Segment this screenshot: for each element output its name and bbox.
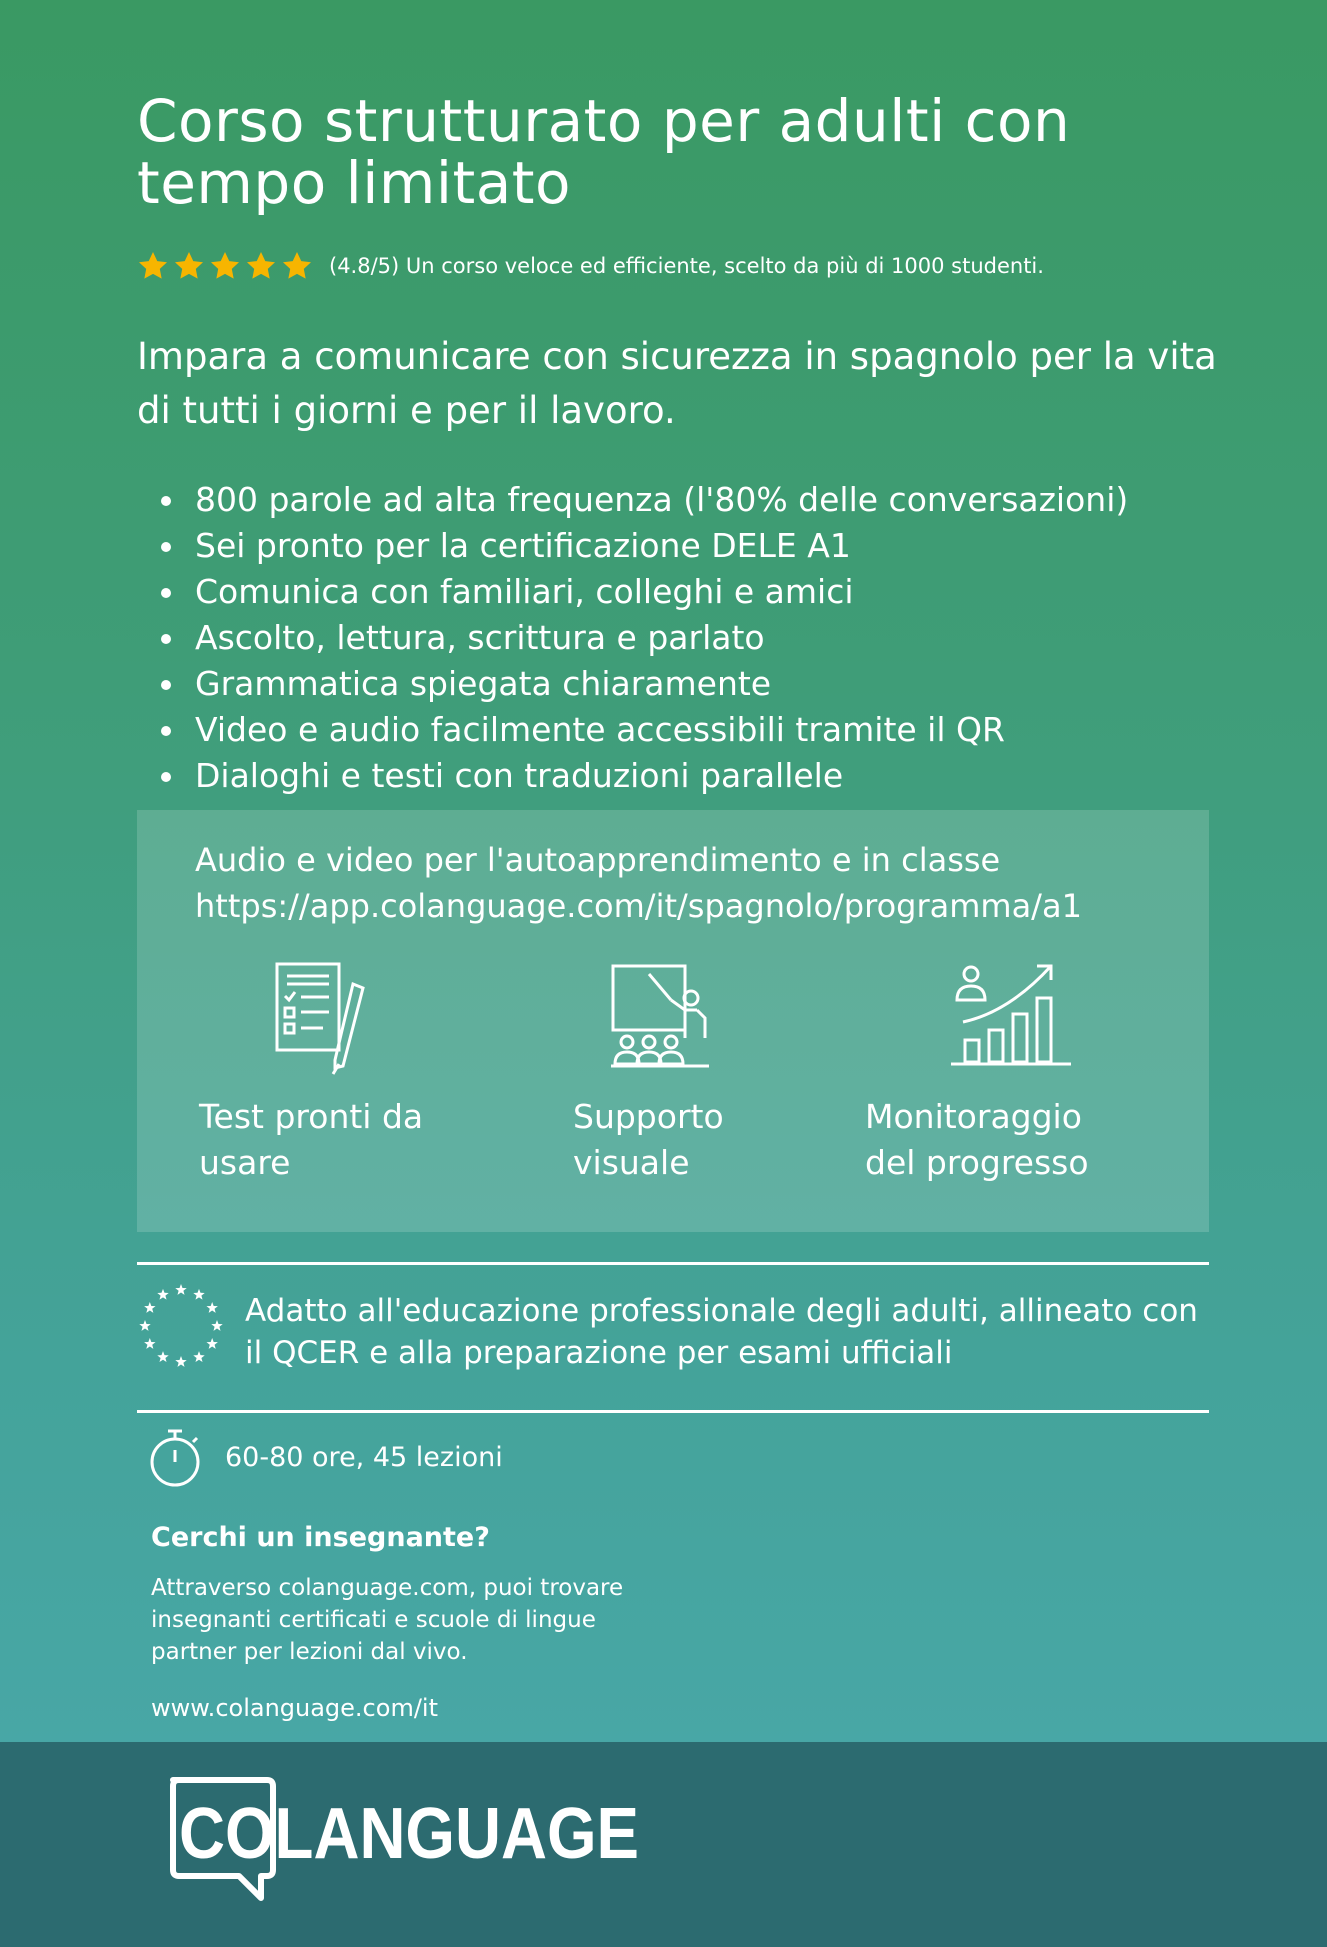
- lead-text: Impara a comunicare con sicurezza in spagnolo per la vita di tutti i giorni e per il lavoro.: [137, 335, 1217, 432]
- eu-star: [175, 1356, 186, 1367]
- list-item: 800 parole ad alta frequenza (l'80% delle conversazioni): [137, 477, 1128, 523]
- progress-chart-icon: [949, 960, 1073, 1068]
- eu-star: [206, 1338, 217, 1349]
- feature-label: Supporto visuale: [573, 1097, 724, 1182]
- eu-star: [144, 1302, 155, 1313]
- rating-stars: [137, 250, 313, 282]
- feature-progress: [949, 960, 1073, 1068]
- divider: [137, 1262, 1209, 1265]
- resources-box: [137, 810, 1209, 1232]
- eu-star: [157, 1351, 168, 1362]
- teacher-heading: Cerchi un insegnante?: [151, 1522, 490, 1553]
- eu-text: Adatto all'educazione professionale degli adulti, allineato con il QCER e alla preparazione per esami ufficiali: [245, 1293, 1198, 1371]
- star-icon: [281, 250, 313, 282]
- rating-text: (4.8/5) Un corso veloce ed efficiente, scelto da più di 1000 studenti.: [329, 254, 1044, 278]
- resources-heading: Audio e video per l'autoapprendimento e in classe: [195, 841, 1001, 879]
- website-link[interactable]: www.colanguage.com/it: [151, 1694, 438, 1722]
- star-icon: [137, 250, 169, 282]
- colanguage-logo: [165, 1772, 665, 1912]
- list-item: Grammatica spiegata chiaramente: [137, 661, 1128, 707]
- eu-star: [211, 1320, 222, 1331]
- stopwatch-icon: [147, 1426, 203, 1488]
- feature-label: Test pronti da usare: [199, 1097, 424, 1182]
- star-icon: [173, 250, 205, 282]
- star-icon: [209, 250, 241, 282]
- svg-text:COLANGUAGE: COLANGUAGE: [179, 1794, 639, 1874]
- list-item: Sei pronto per la certificazione DELE A1: [137, 523, 1128, 569]
- star-icon: [245, 250, 277, 282]
- eu-star: [157, 1289, 168, 1300]
- eu-star: [144, 1338, 155, 1349]
- eu-star: [175, 1284, 186, 1295]
- eu-star: [206, 1302, 217, 1313]
- list-item: Ascolto, lettura, scrittura e parlato: [137, 615, 1128, 661]
- rating-row: [137, 246, 1044, 286]
- list-item: Comunica con familiari, colleghi e amici: [137, 569, 1128, 615]
- feature-tests: [273, 960, 369, 1076]
- footer: [0, 1742, 1327, 1947]
- resources-link[interactable]: https://app.colanguage.com/it/spagnolo/programma/a1: [195, 887, 1082, 925]
- eu-stars-icon: [137, 1282, 229, 1374]
- list-item: Video e audio facilmente accessibili tramite il QR: [137, 707, 1128, 753]
- teacher-board-icon: [609, 960, 713, 1070]
- feature-label: Monitoraggio del progresso: [865, 1097, 1089, 1182]
- list-item: Dialoghi e testi con traduzioni parallele: [137, 753, 1128, 799]
- eu-star: [193, 1351, 204, 1362]
- eu-star: [193, 1289, 204, 1300]
- page-title: Corso strutturato per adulti con tempo limitato: [137, 87, 1071, 217]
- eu-star: [139, 1320, 150, 1331]
- feature-visual: [609, 960, 713, 1070]
- divider: [137, 1410, 1209, 1413]
- teacher-text: Attraverso colanguage.com, puoi trovare insegnanti certificati e scuole di lingue partner per lezioni dal vivo.: [151, 1575, 624, 1665]
- test-sheet-icon: [273, 960, 369, 1076]
- feature-list: [137, 477, 1128, 799]
- eu-row: [137, 1282, 1217, 1382]
- duration-text: 60-80 ore, 45 lezioni: [225, 1441, 503, 1473]
- duration-row: [147, 1425, 503, 1489]
